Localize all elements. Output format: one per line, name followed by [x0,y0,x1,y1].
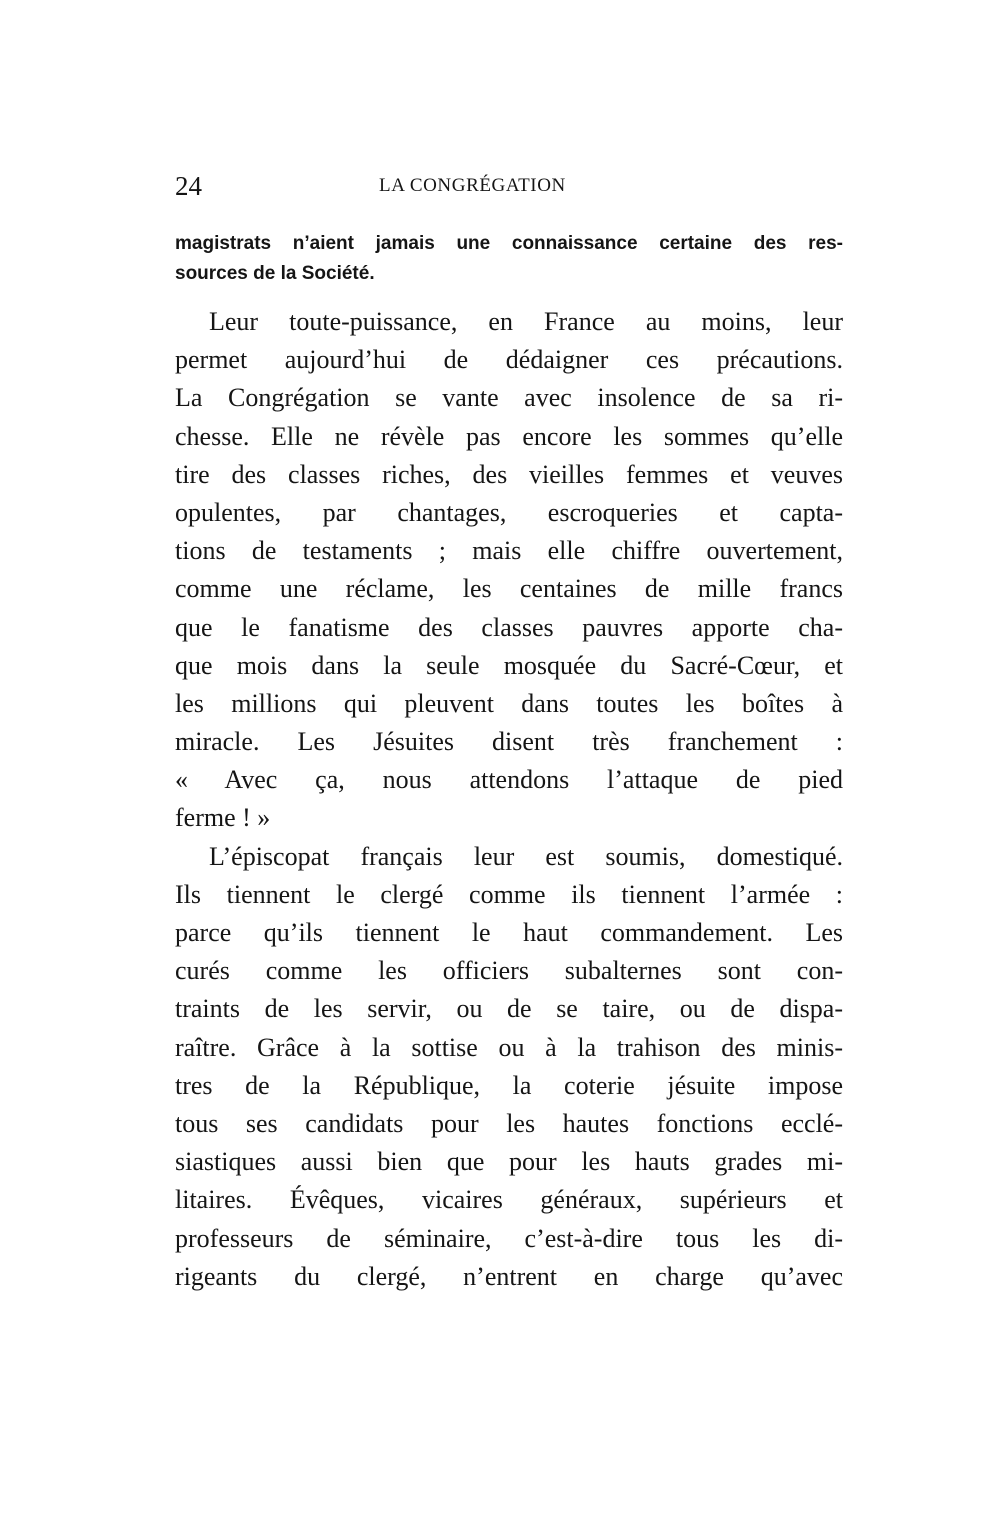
footnote-line: sources de la Société. [175,263,375,284]
paragraph-line: permet aujourd’hui de dédaigner ces précautions. [175,345,843,375]
paragraph-line: La Congrégation se vante avec insolence de sa ri- [175,383,843,413]
footnote-continuation [175,229,843,289]
paragraph-line: Leur toute-puissance, en France au moins, leur [209,307,843,336]
paragraph-line: curés comme les officiers subalternes sont con- [175,956,843,986]
paragraph-line: L’épiscopat français leur est soumis, domestiqué. [209,841,843,871]
paragraph-line: chesse. Elle ne révèle pas encore les sommes qu’elle [175,421,843,451]
paragraph-line: tions de testaments ; mais elle chiffre ouvertement, [175,536,843,566]
paragraph-line: raître. Grâce à la sottise ou à la trahison des minis- [175,1032,843,1062]
paragraph-line: tres de la République, la coterie jésuite impose [175,1070,843,1100]
paragraph-line: traints de les servir, ou de se taire, ou de dispa- [175,994,843,1024]
paragraph-line: professeurs de séminaire, c’est-à-dire tous les di- [175,1223,843,1253]
paragraph-line: les millions qui pleuvent dans toutes les boîtes à [175,688,843,718]
paragraph-line: parce qu’ils tiennent le haut commandement. Les [175,918,843,947]
paragraph-line: miracle. Les Jésuites disent très franchement : [175,727,843,757]
paragraph-line: comme une réclame, les centaines de mille francs [175,574,843,604]
page-number: 24 [175,171,202,201]
paragraph-line: rigeants du clergé, n’entrent en charge qu’avec [175,1261,843,1291]
paragraph-line: siastiques aussi bien que pour les hauts grades mi- [175,1147,843,1177]
running-head [175,171,843,201]
paragraph-line: Ils tiennent le clergé comme ils tiennent l’armée : [175,879,843,909]
paragraph-line: ferme ! » [175,803,271,833]
paragraph-line: « Avec ça, nous attendons l’attaque de pied [175,765,843,795]
paragraph-line: litaires. Évêques, vicaires généraux, supérieurs et [175,1185,843,1215]
running-title: LA CONGRÉGATION [379,175,566,196]
paragraph-line: opulentes, par chantages, escroqueries et capta- [175,497,843,527]
paragraph-line: que le fanatisme des classes pauvres apporte cha- [175,612,843,642]
footnote-line: magistrats n’aient jamais une connaissance certaine des res- [175,233,843,254]
body-text [175,303,843,1296]
paragraph-line: tire des classes riches, des vieilles femmes et veuves [175,459,843,489]
paragraph-line: tous ses candidats pour les hautes fonctions ecclé- [175,1108,843,1138]
paragraph-line: que mois dans la seule mosquée du Sacré-Cœur, et [175,650,843,680]
